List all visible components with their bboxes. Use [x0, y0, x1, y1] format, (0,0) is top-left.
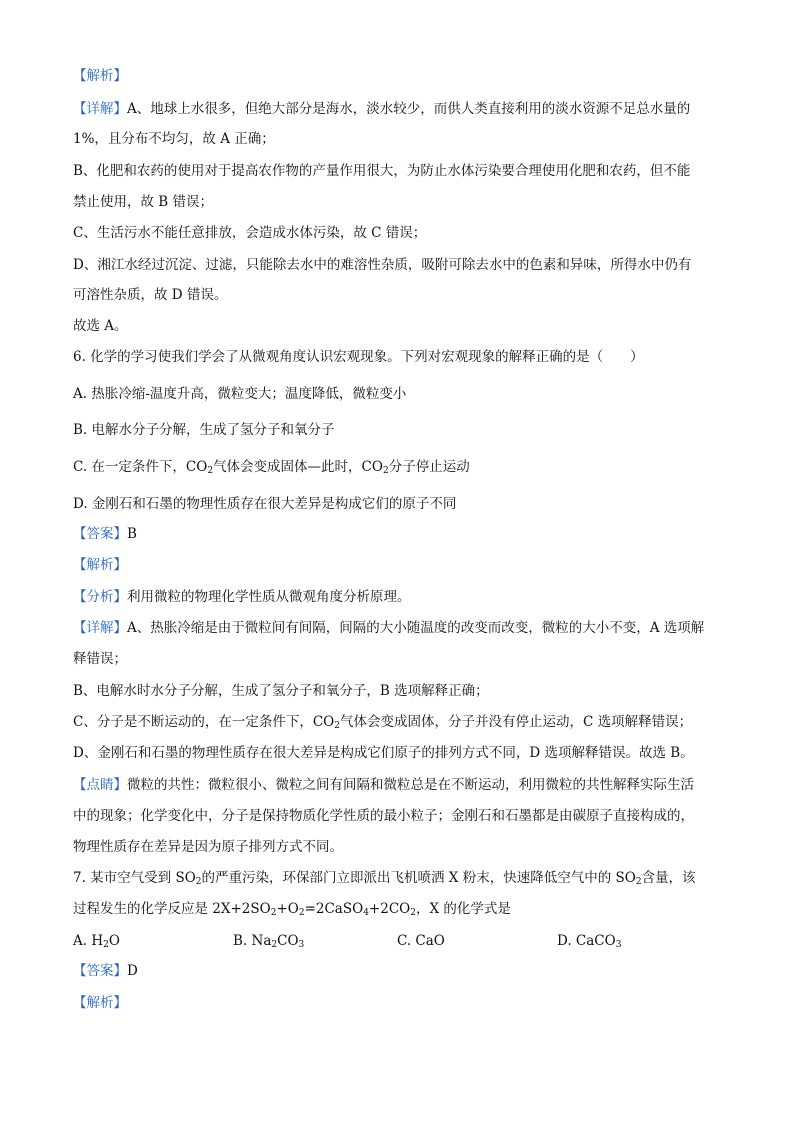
q6-dianjing-line-1	[73, 776, 694, 794]
text: 1%，且分布不均匀，故 A 正确；	[73, 131, 275, 147]
q7-option-b	[233, 932, 304, 950]
q5-b-line-1	[73, 162, 690, 180]
text: B. 电解水分子分解，生成了氢分子和氧分子	[73, 422, 335, 438]
q7-option-c	[397, 932, 445, 950]
q5-conclusion	[73, 317, 128, 335]
text: 故选 A。	[73, 318, 128, 334]
q6-option-b	[73, 421, 335, 439]
text: 气体会变成固体，分子并没有停止运动，C 选项解释错误；	[339, 714, 693, 730]
q7-stem	[73, 869, 696, 887]
subscript: 2	[334, 721, 340, 731]
section-tag: 【解析】	[73, 995, 127, 1011]
q7-jiexi	[73, 994, 127, 1012]
q6-stem	[73, 348, 644, 366]
section-tag: 【答案】	[73, 963, 127, 979]
subscript: 2	[410, 908, 416, 918]
q5-d-line-1	[73, 256, 691, 274]
text: B、电解水时水分子分解，生成了氢分子和氧分子，B 选项解释正确；	[73, 683, 489, 699]
q5-jiexi-line	[73, 67, 127, 85]
text: 物理性质存在差异是因为原子排列方式不同。	[73, 839, 343, 855]
section-tag: 【解析】	[73, 68, 127, 84]
text: A. H	[73, 933, 104, 949]
q5-c-line	[73, 224, 426, 242]
text: 含量，该	[641, 870, 696, 886]
text: A、热胀冷缩是由于微粒间有间隔，间隔的大小随温度的改变而改变，微粒的大小不变，A 选项解	[127, 620, 705, 636]
text: C. CaO	[397, 933, 445, 949]
text: 气体会变成固体—此时，CO	[213, 459, 383, 475]
text: 中的现象；化学变化中，分子是保持物质化学性质的最小粒子；金刚石和石墨都是由碳原子直接构成的，	[73, 808, 694, 824]
text: C、分子是不断运动的，在一定条件下，CO	[73, 714, 335, 730]
q6-option-d	[73, 495, 456, 513]
text: C. 在一定条件下，CO	[73, 459, 208, 475]
section-tag: 【详解】	[73, 620, 127, 636]
text: B. Na	[233, 933, 272, 949]
text: =2CaSO	[304, 901, 364, 917]
q6-option-c	[73, 458, 470, 476]
q6-b-line	[73, 682, 489, 700]
section-tag: 【解析】	[73, 557, 127, 573]
q7-answer	[73, 962, 138, 980]
text: A. 热胀冷缩-温度升高，微粒变大；温度降低，微粒变小	[73, 386, 407, 402]
subscript: 4	[363, 908, 369, 918]
q5-detail-line-1	[73, 100, 690, 118]
subscript: 2	[270, 908, 277, 918]
q6-option-a	[73, 385, 406, 403]
subscript: 3	[298, 940, 305, 950]
text: 微粒的共性：微粒很小、微粒之间有间隔和微粒总是在不断运动，利用微粒的共性解释实际生活	[127, 777, 694, 793]
q6-c-line	[73, 713, 692, 731]
answer-value: D	[127, 963, 138, 979]
subscript: 2	[635, 877, 642, 887]
section-tag: 【点睛】	[73, 777, 127, 793]
subscript: 3	[615, 940, 622, 950]
text: 禁止使用，故 B 错误；	[73, 194, 214, 210]
q7-equation-line	[73, 900, 511, 918]
q5-detail-line-2	[73, 130, 275, 148]
q6-detail-line-1	[73, 619, 704, 637]
q6-analysis	[73, 588, 411, 606]
q5-b-line-2	[73, 193, 213, 211]
text: 释错误；	[73, 651, 127, 667]
text: D. 金刚石和石墨的物理性质存在很大差异是构成它们的原子不同	[73, 496, 457, 512]
text: C、生活污水不能任意排放，会造成水体污染，故 C 错误；	[73, 225, 427, 241]
text: 利用微粒的物理化学性质从微观角度分析原理。	[127, 589, 411, 605]
q6-answer	[73, 525, 137, 543]
q6-detail-line-2	[73, 650, 127, 668]
subscript: 2	[207, 466, 214, 476]
text: 的严重污染，环保部门立即派出飞机喷洒 X 粉末，快速降低空气中的 SO	[201, 870, 636, 886]
text: +O	[276, 901, 299, 917]
subscript: 2	[271, 940, 278, 950]
answer-value: B	[127, 526, 137, 542]
subscript: 2	[298, 908, 305, 918]
text: D、金刚石和石墨的物理性质存在很大差异是构成它们原子的排列方式不同，D 选项解释错误。故选 B。	[73, 745, 694, 761]
q7-option-a	[73, 932, 120, 950]
section-tag: 【答案】	[73, 526, 127, 542]
q7-option-d	[557, 932, 621, 950]
text: D. CaCO	[557, 933, 616, 949]
subscript: 2	[103, 940, 109, 950]
text: 7. 某市空气受到 SO	[73, 870, 196, 886]
text: +2CO	[368, 901, 411, 917]
text: B、化肥和农药的使用对于提高农作物的产量作用很大，为防止水体污染要合理使用化肥和农药，但不能	[73, 163, 691, 179]
text: ，X 的化学式是	[415, 901, 511, 917]
text: 可溶性杂质，故 D 错误。	[73, 287, 228, 303]
text: A、地球上水很多，但绝大部分是海水，淡水较少，而供人类直接利用的淡水资源不足总水量的	[127, 101, 691, 117]
subscript: 2	[195, 877, 202, 887]
q6-jiexi	[73, 556, 127, 574]
text: 分子停止运动	[388, 459, 470, 475]
text: CO	[277, 933, 299, 949]
q6-dianjing-line-2	[73, 807, 694, 825]
text: 6. 化学的学习使我们学会了从微观角度认识宏观现象。下列对宏观现象的解释正确的是（ ）	[73, 349, 644, 365]
section-tag: 【详解】	[73, 101, 127, 117]
text: O	[108, 933, 120, 949]
q6-d-line	[73, 744, 694, 762]
text: D、湘江水经过沉淀、过滤，只能除去水中的难溶性杂质，吸附可除去水中的色素和异味，所得水中仍有	[73, 257, 692, 273]
q6-dianjing-line-3	[73, 838, 343, 856]
q5-d-line-2	[73, 286, 227, 304]
section-tag: 【分析】	[73, 589, 127, 605]
subscript: 2	[382, 466, 389, 476]
text: 过程发生的化学反应是 2X+2SO	[73, 901, 271, 917]
